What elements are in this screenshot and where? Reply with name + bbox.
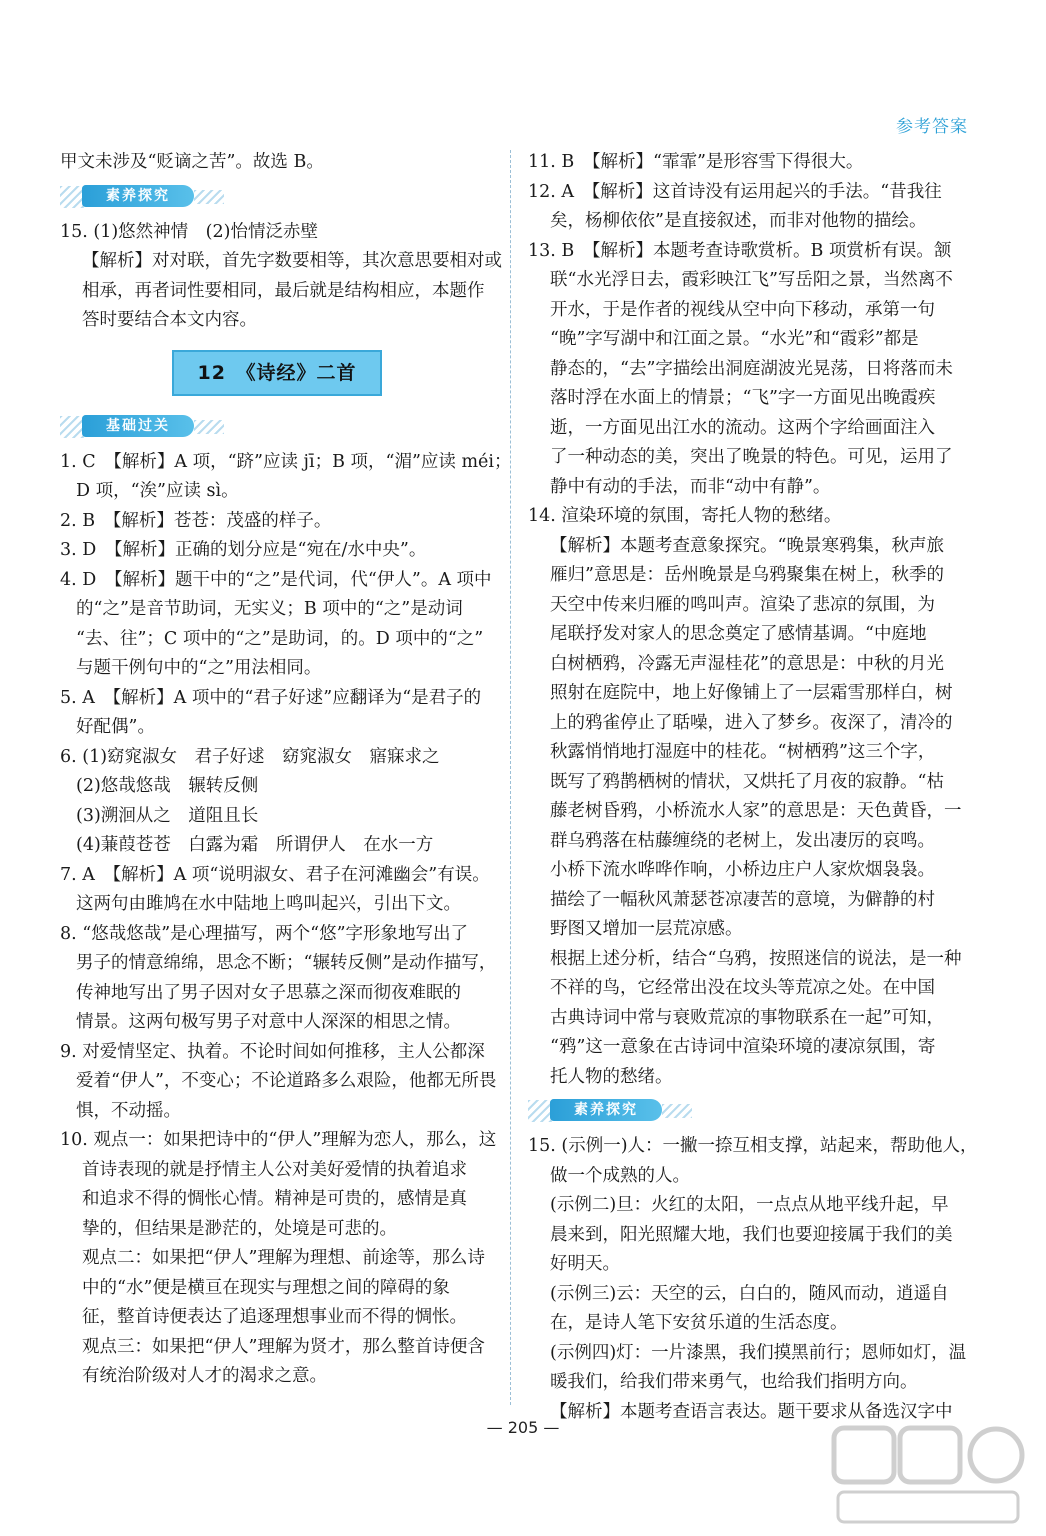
tag-tail-decoration (662, 1104, 692, 1118)
left-column (60, 148, 512, 1392)
answer-line: 上的鸦雀停止了聒噪，进入了梦乡。夜深了，清冷的 (550, 712, 953, 733)
answer-line: “鸦”这一意象在古诗词中渲染环境的凄凉氛围，寄 (550, 1037, 936, 1057)
answer-line: 描绘了一幅秋风萧瑟苍凉凄苦的意境，为僻静的村 (550, 889, 935, 910)
answer-line: 6. (1)窈窕淑女 君子好逑 窈窕淑女 寤寐求之 (60, 746, 440, 767)
section-tag-label: 素养探究 (82, 185, 194, 207)
answer-line: 落时浮在水面上的情景；“飞”字一方面见出晚霞疾 (550, 388, 936, 408)
answer-line: “去、往”；C 项中的“之”是助词，的。D 项中的“之” (76, 628, 484, 649)
answer-line: 12. A 【解析】这首诗没有运用起兴的手法。“昔我往 (528, 181, 942, 202)
answer-line: 静态的，“去”字描绘出洞庭湖波光晃荡，日将落而未 (550, 358, 953, 379)
answer-line: 有统治阶级对人才的渴求之意。 (82, 1366, 327, 1386)
answer-line: “晚”字写湖中和江面之景。“水光”和“霞彩”都是 (550, 329, 919, 349)
answer-line: D 项，“涘”应读 sì。 (76, 481, 239, 501)
text-line: 甲文未涉及“贬谪之苦”。故选 B。 (60, 152, 324, 172)
answer-line: 白树栖鸦，冷露无声湿桂花”的意思是：中秋的月光 (550, 653, 944, 674)
answer-line: 中的“水”便是横亘在现实与理想之间的障碍的象 (82, 1277, 450, 1298)
answer-line: 4. D 【解析】题干中的“之”是代词，代“伊人”。A 项中 (60, 569, 492, 590)
answer-line: (示例三)云：天空的云，白白的，随风而动，逍遥自 (550, 1283, 949, 1304)
answer-line: 男子的情意绵绵，思念不断；“辗转反侧”是动作描写， (76, 953, 497, 973)
answer-line: 5. A 【解析】A 项中的“君子好逑”应翻译为“是君子的 (60, 687, 482, 708)
answer-line: 尾联抒发对家人的思念奠定了感情基调。“中庭地 (550, 624, 927, 644)
page-number: — 205 — (486, 1418, 560, 1437)
answer-line: 观点二：如果把“伊人”理解为理想、前途等，那么诗 (82, 1248, 485, 1268)
answer-line: 这两句由雎鸠在水中陆地上鸣叫起兴，引出下文。 (76, 894, 461, 914)
answer-line: 传神地写出了男子因对女子思慕之深而彻夜难眠的 (76, 982, 461, 1003)
answer-line: 既写了鸦鹊栖树的情状，又烘托了月夜的寂静。“枯 (550, 771, 944, 792)
answer-line: 好明天。 (550, 1254, 620, 1274)
answer-line: 征，整首诗便表达了追逐理想事业而不得的惆怅。 (82, 1307, 467, 1327)
section-tag-jichu (60, 410, 500, 444)
answer-line: 秋露悄悄地打湿庭中的桂花。“树栖鸦”这三个字， (550, 742, 936, 762)
answer-line: 与题干例句中的“之”用法相同。 (76, 658, 322, 678)
section-tag-suyang-1 (60, 180, 500, 214)
answer-line: 15. (1)悠然神情 (2)怡情泛赤壁 (60, 221, 318, 242)
answer-line: 15. (示例一)人：一撇一捺互相支撑，站起来，帮助他人， (528, 1136, 978, 1156)
lesson-title-block (60, 336, 500, 408)
answer-line: 矣，杨柳依依”是直接叙述，而非对他物的描绘。 (550, 211, 927, 231)
answer-line: 天空中传来归雁的鸣叫声。渲染了悲凉的氛围，为 (550, 594, 935, 615)
answer-line: 1. C 【解析】A 项，“跻”应读 jī；B 项，“湄”应读 méi； (60, 451, 512, 472)
answer-line: 托人物的愁绪。 (550, 1066, 673, 1087)
answer-line: 开水，于是作者的视线从空中向下移动，承第一句 (550, 299, 935, 320)
answer-line: 13. B 【解析】本题考查诗歌赏析。B 项赏析有误。颔 (528, 240, 952, 261)
answer-line: 静中有动的手法，而非“动中有静”。 (550, 476, 831, 497)
answer-line: 小桥下流水哗哗作响，小桥边庄户人家炊烟袅袅。 (550, 860, 935, 880)
section-tag-label: 素养探究 (550, 1099, 662, 1121)
tag-tail-decoration (194, 190, 224, 204)
answer-line: 了一种动态的美，突出了晚景的特色。可见，运用了 (550, 447, 953, 467)
answer-line: 在，是诗人笔下安贫乐道的生活态度。 (550, 1313, 848, 1333)
answer-line: 雁归”意思是：岳州晚景是乌鸦聚集在树上，秋季的 (550, 565, 944, 585)
answer-line: 好配偶”。 (76, 717, 155, 737)
answer-line: 【解析】本题考查意象探究。“晚景寒鸦集，秋声旅 (550, 535, 944, 556)
answer-line: 相承，再者词性要相同，最后就是结构相应，本题作 (82, 280, 485, 301)
answer-line: 7. A 【解析】A 项“说明淑女、君子在河滩幽会”有误。 (60, 864, 490, 885)
answer-line: 群乌鸦落在枯藤缠绕的老树上，发出凄厉的哀鸣。 (550, 830, 935, 851)
answer-line: (示例四)灯：一片漆黑，我们摸黑前行；恩师如灯，温 (550, 1342, 967, 1363)
answer-line: (4)蒹葭苍苍 白露为霜 所谓伊人 在水一方 (76, 835, 434, 855)
answer-line: 9. 对爱情坚定、执着。不论时间如何推移，主人公都深 (60, 1041, 485, 1062)
answer-line: 首诗表现的就是抒情主人公对美好爱情的执着追求 (82, 1159, 467, 1180)
answer-line: 【解析】对对联，首先字数要相等，其次意思要相对或 (82, 251, 502, 271)
answer-line: 根据上述分析，结合“乌鸦，按照迷信的说法，是一种 (550, 948, 962, 969)
answer-line: 藤老树昏鸦，小桥流水人家”的意思是：天色黄昏，一 (550, 801, 962, 821)
answer-line: 14. 渲染环境的氛围，寄托人物的愁绪。 (528, 506, 842, 526)
answer-line: 10. 观点一：如果把诗中的“伊人”理解为恋人，那么，这 (60, 1130, 497, 1150)
answer-line: 2. B 【解析】苍苍：茂盛的样子。 (60, 510, 332, 531)
section-tag-suyang-2 (528, 1094, 970, 1128)
answer-line: 挚的，但结果是渺茫的，处境是可悲的。 (82, 1218, 397, 1239)
column-divider (510, 150, 511, 1405)
answer-line: 古典诗词中常与衰败荒凉的事物联系在一起”可知， (550, 1007, 944, 1028)
answer-line: 11. B 【解析】“霏霏”是形容雪下得很大。 (528, 152, 864, 172)
answer-line: 答时要结合本文内容。 (82, 310, 257, 330)
answer-line: 联“水光浮日去，霞彩映江飞”写岳阳之景，当然离不 (550, 270, 953, 290)
answer-line: 的“之”是音节助词，无实义；B 项中的“之”是动词 (76, 599, 463, 619)
answer-line: 暖我们，给我们带来勇气，也给我们指明方向。 (550, 1372, 918, 1392)
answer-line: 不祥的鸟，它经常出没在坟头等荒凉之处。在中国 (550, 978, 935, 998)
watermark-logo (830, 1422, 1026, 1530)
lesson-title: 12 《诗经》二首 (172, 350, 382, 396)
answer-line: 晨来到，阳光照耀大地，我们也要迎接属于我们的美 (550, 1224, 953, 1245)
answer-line: 惧，不动摇。 (76, 1100, 181, 1121)
answer-line: (示例二)旦：火红的太阳，一点点从地平线升起，早 (550, 1195, 949, 1215)
answer-line: (3)溯洄从之 道阻且长 (76, 805, 259, 826)
tag-tail-decoration (194, 420, 224, 434)
right-column (528, 148, 978, 1427)
section-tag-label: 基础过关 (82, 415, 194, 437)
answer-line: 野图又增加一层荒凉感。 (550, 919, 743, 939)
answer-line: 8. “悠哉悠哉”是心理描写，两个“悠”字形象地写出了 (60, 923, 469, 944)
answer-line: (2)悠哉悠哉 辗转反侧 (76, 776, 259, 796)
answer-line: 逝，一方面见出江水的流动。这两个字给画面注入 (550, 417, 935, 438)
answer-line: 和追求不得的惆怅心情。精神是可贵的，感情是真 (82, 1189, 467, 1209)
answer-line: 情景。这两句极写男子对意中人深深的相思之情。 (76, 1012, 461, 1032)
page-header-label: 参考答案 (896, 117, 968, 137)
answer-line: 做一个成熟的人。 (550, 1165, 690, 1186)
answer-line: 【解析】本题考查语言表达。题干要求从备选汉字中 (550, 1401, 953, 1422)
answer-line: 观点三：如果把“伊人”理解为贤才，那么整首诗便含 (82, 1336, 485, 1357)
answer-line: 3. D 【解析】正确的划分应是“宛在/水中央”。 (60, 540, 427, 560)
answer-line: 照射在庭院中，地上好像铺上了一层霜雪那样白，树 (550, 683, 953, 703)
answer-line: 爱着“伊人”，不变心；不论道路多么艰险，他都无所畏 (76, 1071, 497, 1091)
